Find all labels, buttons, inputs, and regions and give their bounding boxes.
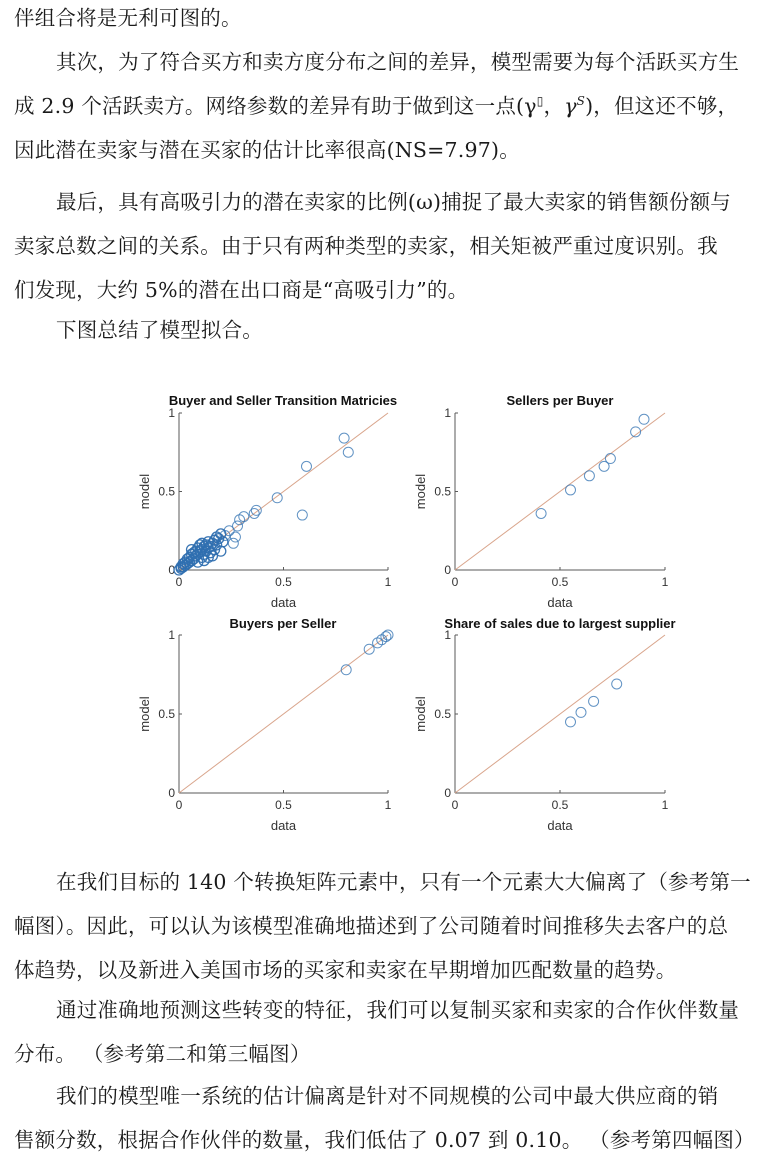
line-text: 们发现，大约 5%的潜在出口商是“高吸引力”的。 bbox=[14, 278, 469, 302]
data-point-marker bbox=[566, 485, 576, 495]
paragraph-line bbox=[14, 280, 766, 300]
y-tick-label: 1 bbox=[444, 406, 451, 420]
line-text-tail: )，但这还不够， bbox=[585, 94, 739, 118]
paragraph-line bbox=[14, 52, 766, 72]
data-point-marker bbox=[343, 447, 353, 457]
line-text: 最后，具有高吸引力的潜在卖家的比例(ω)捕捉了最大卖家的销售额份额与 bbox=[56, 190, 732, 214]
paragraph-line bbox=[14, 872, 766, 892]
paragraph-line bbox=[14, 8, 766, 28]
figure-svg bbox=[0, 380, 780, 850]
x-tick-label: 1 bbox=[661, 575, 669, 589]
paragraph-line bbox=[14, 916, 766, 936]
line-text: 我们的模型唯一系统的估计偏离是针对不同规模的公司中最大供应商的销 bbox=[56, 1084, 719, 1108]
x-axis-label: data bbox=[547, 818, 573, 833]
identity-line bbox=[455, 635, 665, 793]
line-text: 体趋势，以及新进入美国市场的买家和卖家在早期增加匹配数量的趋势。 bbox=[14, 958, 677, 982]
x-tick-label: 0 bbox=[451, 575, 459, 589]
superscript-b: ▯ bbox=[536, 94, 544, 109]
line-text: 幅图）。因此，可以认为该模型准确地描述到了公司随着时间推移失去客户的总 bbox=[14, 914, 729, 938]
y-tick-label: 0 bbox=[168, 563, 175, 577]
chart-title: Share of sales due to largest supplier bbox=[444, 616, 676, 631]
x-tick-label: 0 bbox=[175, 575, 183, 589]
paragraph-line bbox=[14, 1130, 766, 1150]
y-tick-label: 1 bbox=[168, 628, 175, 642]
chart-title: Buyer and Seller Transition Matricies bbox=[168, 393, 398, 408]
line-text: 因此潜在卖家与潜在买家的估计比率很高(NS=7.97)。 bbox=[14, 138, 520, 162]
data-point-marker bbox=[230, 532, 240, 542]
y-axis-label: model bbox=[413, 696, 428, 732]
chart-buyers-per-seller bbox=[137, 616, 393, 833]
x-tick-label: 0 bbox=[175, 798, 183, 812]
y-tick-label: 0 bbox=[168, 786, 175, 800]
x-tick-label: 0.5 bbox=[275, 798, 292, 812]
data-point-marker bbox=[272, 493, 282, 503]
y-tick-label: 1 bbox=[444, 628, 451, 642]
x-tick-label: 1 bbox=[384, 798, 392, 812]
paragraph-line bbox=[14, 960, 766, 980]
x-tick-label: 0.5 bbox=[551, 798, 569, 812]
data-point-marker bbox=[536, 508, 546, 518]
data-point-marker bbox=[589, 696, 599, 706]
paragraph-line bbox=[14, 1000, 766, 1020]
separator: ， bbox=[543, 94, 565, 118]
identity-line bbox=[179, 635, 388, 793]
y-tick-label: 0.5 bbox=[158, 484, 175, 499]
line-text: 卖家总数之间的关系。由于只有两种类型的卖家，相关矩被严重过度识别。我 bbox=[14, 234, 718, 258]
paragraph-line bbox=[14, 192, 766, 212]
chart-buyer-seller-transition bbox=[137, 393, 397, 610]
chart-share-largest-supplier bbox=[413, 616, 676, 833]
y-axis-label: model bbox=[413, 473, 428, 510]
data-point-marker bbox=[605, 454, 615, 464]
paragraph-line bbox=[14, 1044, 766, 1064]
x-axis-label: data bbox=[270, 595, 297, 610]
x-tick-label: 0.5 bbox=[275, 575, 292, 589]
line-text: 下图总结了模型拟合。 bbox=[56, 318, 263, 342]
x-tick-label: 1 bbox=[384, 575, 392, 589]
chart-sellers-per-buyer bbox=[413, 393, 669, 610]
data-point-marker bbox=[339, 433, 349, 443]
data-point-marker bbox=[576, 707, 586, 717]
line-text: 伴组合将是无利可图的。 bbox=[14, 6, 242, 30]
data-point-marker bbox=[251, 505, 261, 515]
data-point-marker bbox=[228, 538, 238, 548]
y-tick-label: 0.5 bbox=[434, 707, 451, 721]
line-text: 成 2.9 个活跃卖方。网络参数的差异有助于做到这一点(γ bbox=[14, 94, 537, 118]
y-tick-label: 0 bbox=[444, 786, 451, 800]
x-tick-label: 0 bbox=[451, 798, 459, 812]
chart-title: Buyers per Seller bbox=[229, 616, 337, 631]
data-point-marker bbox=[566, 717, 576, 727]
y-axis-label: model bbox=[137, 696, 152, 732]
paragraph-line bbox=[14, 236, 766, 256]
paragraph-line bbox=[14, 140, 766, 160]
paragraph-line bbox=[14, 1086, 766, 1106]
data-point-marker bbox=[584, 471, 594, 481]
line-text: 其次，为了符合买方和卖方度分布之间的差异，模型需要为每个活跃买方生 bbox=[56, 50, 740, 74]
paragraph-line bbox=[14, 96, 766, 116]
paragraph-line bbox=[14, 320, 766, 340]
y-axis-label: model bbox=[137, 473, 152, 510]
model-fit-figure bbox=[0, 380, 780, 850]
data-point-marker bbox=[301, 461, 311, 471]
y-tick-label: 1 bbox=[168, 406, 175, 420]
gamma-symbol: γ bbox=[564, 94, 577, 118]
data-point-marker bbox=[612, 679, 622, 689]
superscript-s: S bbox=[576, 94, 586, 109]
y-tick-label: 0.5 bbox=[158, 707, 175, 721]
line-text: 在我们目标的 140 个转换矩阵元素中，只有一个元素大大偏离了（参考第一 bbox=[56, 870, 751, 894]
line-text: 通过准确地预测这些转变的特征，我们可以复制买家和卖家的合作伙伴数量 bbox=[56, 998, 740, 1022]
line-text: 售额分数，根据合作伙伴的数量，我们低估了 0.07 到 0.10。 （参考第四幅图） bbox=[14, 1128, 755, 1152]
y-tick-label: 0 bbox=[444, 563, 451, 577]
y-tick-label: 0.5 bbox=[434, 484, 451, 499]
x-axis-label: data bbox=[270, 818, 297, 833]
x-tick-label: 0.5 bbox=[551, 575, 569, 589]
data-point-marker bbox=[639, 414, 649, 424]
data-point-marker bbox=[297, 510, 307, 520]
x-tick-label: 1 bbox=[661, 798, 669, 812]
x-axis-label: data bbox=[547, 595, 573, 610]
chart-title: Sellers per Buyer bbox=[506, 393, 614, 408]
line-text: 分布。 （参考第二和第三幅图） bbox=[14, 1042, 311, 1066]
